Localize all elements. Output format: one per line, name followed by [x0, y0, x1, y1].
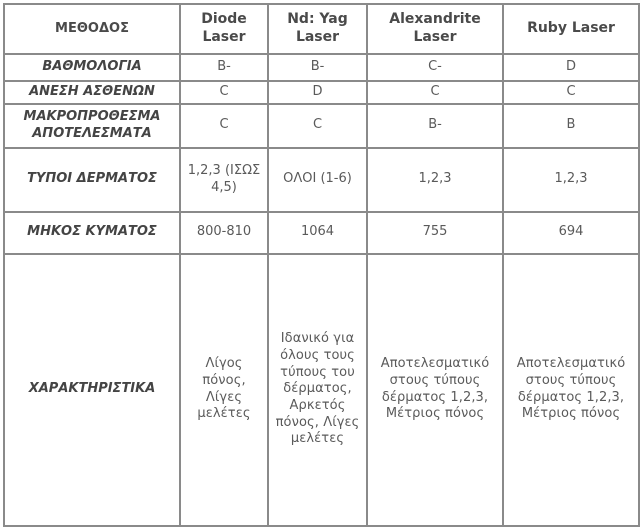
table-cell: C- — [367, 54, 503, 81]
table-row — [4, 148, 639, 212]
table-cell: 1064 — [268, 212, 367, 254]
table-cell: B- — [367, 104, 503, 148]
row-label-patient-comfort: ΑΝΕΣΗ ΑΣΘΕΝΩΝ — [4, 81, 180, 104]
header-ruby-laser: Ruby Laser — [503, 4, 639, 54]
table-cell: C — [268, 104, 367, 148]
table-cell: C — [367, 81, 503, 104]
row-label-rating: ΒΑΘΜΟΛΟΓΙΑ — [4, 54, 180, 81]
table-cell: Αποτελεσματικό στους τύπους δέρματος 1,2,3, Μέτριος πόνος — [367, 254, 503, 526]
table-cell: 1,2,3 — [367, 148, 503, 212]
table-cell: C — [503, 81, 639, 104]
row-label-characteristics: ΧΑΡΑΚΤΗΡΙΣΤΙΚΑ — [4, 254, 180, 526]
comparison-table-container — [3, 3, 640, 527]
table-cell: ΟΛΟΙ (1-6) — [268, 148, 367, 212]
table-row — [4, 104, 639, 148]
table-cell: D — [503, 54, 639, 81]
table-cell: B- — [268, 54, 367, 81]
table-row — [4, 81, 639, 104]
table-cell: C — [180, 104, 268, 148]
header-method: ΜΕΘΟΔΟΣ — [4, 4, 180, 54]
row-label-long-term-results: ΜΑΚΡΟΠΡΟΘΕΣΜΑ ΑΠΟΤΕΛΕΣΜΑΤΑ — [4, 104, 180, 148]
header-row — [4, 4, 639, 54]
table-cell: 800-810 — [180, 212, 268, 254]
table-cell: D — [268, 81, 367, 104]
table-row — [4, 212, 639, 254]
row-label-wavelength: ΜΗΚΟΣ ΚΥΜΑΤΟΣ — [4, 212, 180, 254]
row-label-skin-types: ΤΥΠΟΙ ΔΕΡΜΑΤΟΣ — [4, 148, 180, 212]
table-cell: B- — [180, 54, 268, 81]
table-cell: Ιδανικό για όλους τους τύπους του δέρματος, Αρκετός πόνος, Λίγες μελέτες — [268, 254, 367, 526]
table-cell: 755 — [367, 212, 503, 254]
table-row — [4, 254, 639, 526]
header-diode-laser: Diode Laser — [180, 4, 268, 54]
table-cell: 1,2,3 (ΙΣΩΣ 4,5) — [180, 148, 268, 212]
laser-comparison-table — [3, 3, 640, 527]
table-cell: 1,2,3 — [503, 148, 639, 212]
header-ndyag-laser: Nd: Yag Laser — [268, 4, 367, 54]
header-alexandrite-laser: Alexandrite Laser — [367, 4, 503, 54]
table-cell: C — [180, 81, 268, 104]
table-row — [4, 54, 639, 81]
table-cell: B — [503, 104, 639, 148]
table-cell: Αποτελεσματικό στους τύπους δέρματος 1,2,3, Μέτριος πόνος — [503, 254, 639, 526]
table-cell: 694 — [503, 212, 639, 254]
table-cell: Λίγος πόνος, Λίγες μελέτες — [180, 254, 268, 526]
